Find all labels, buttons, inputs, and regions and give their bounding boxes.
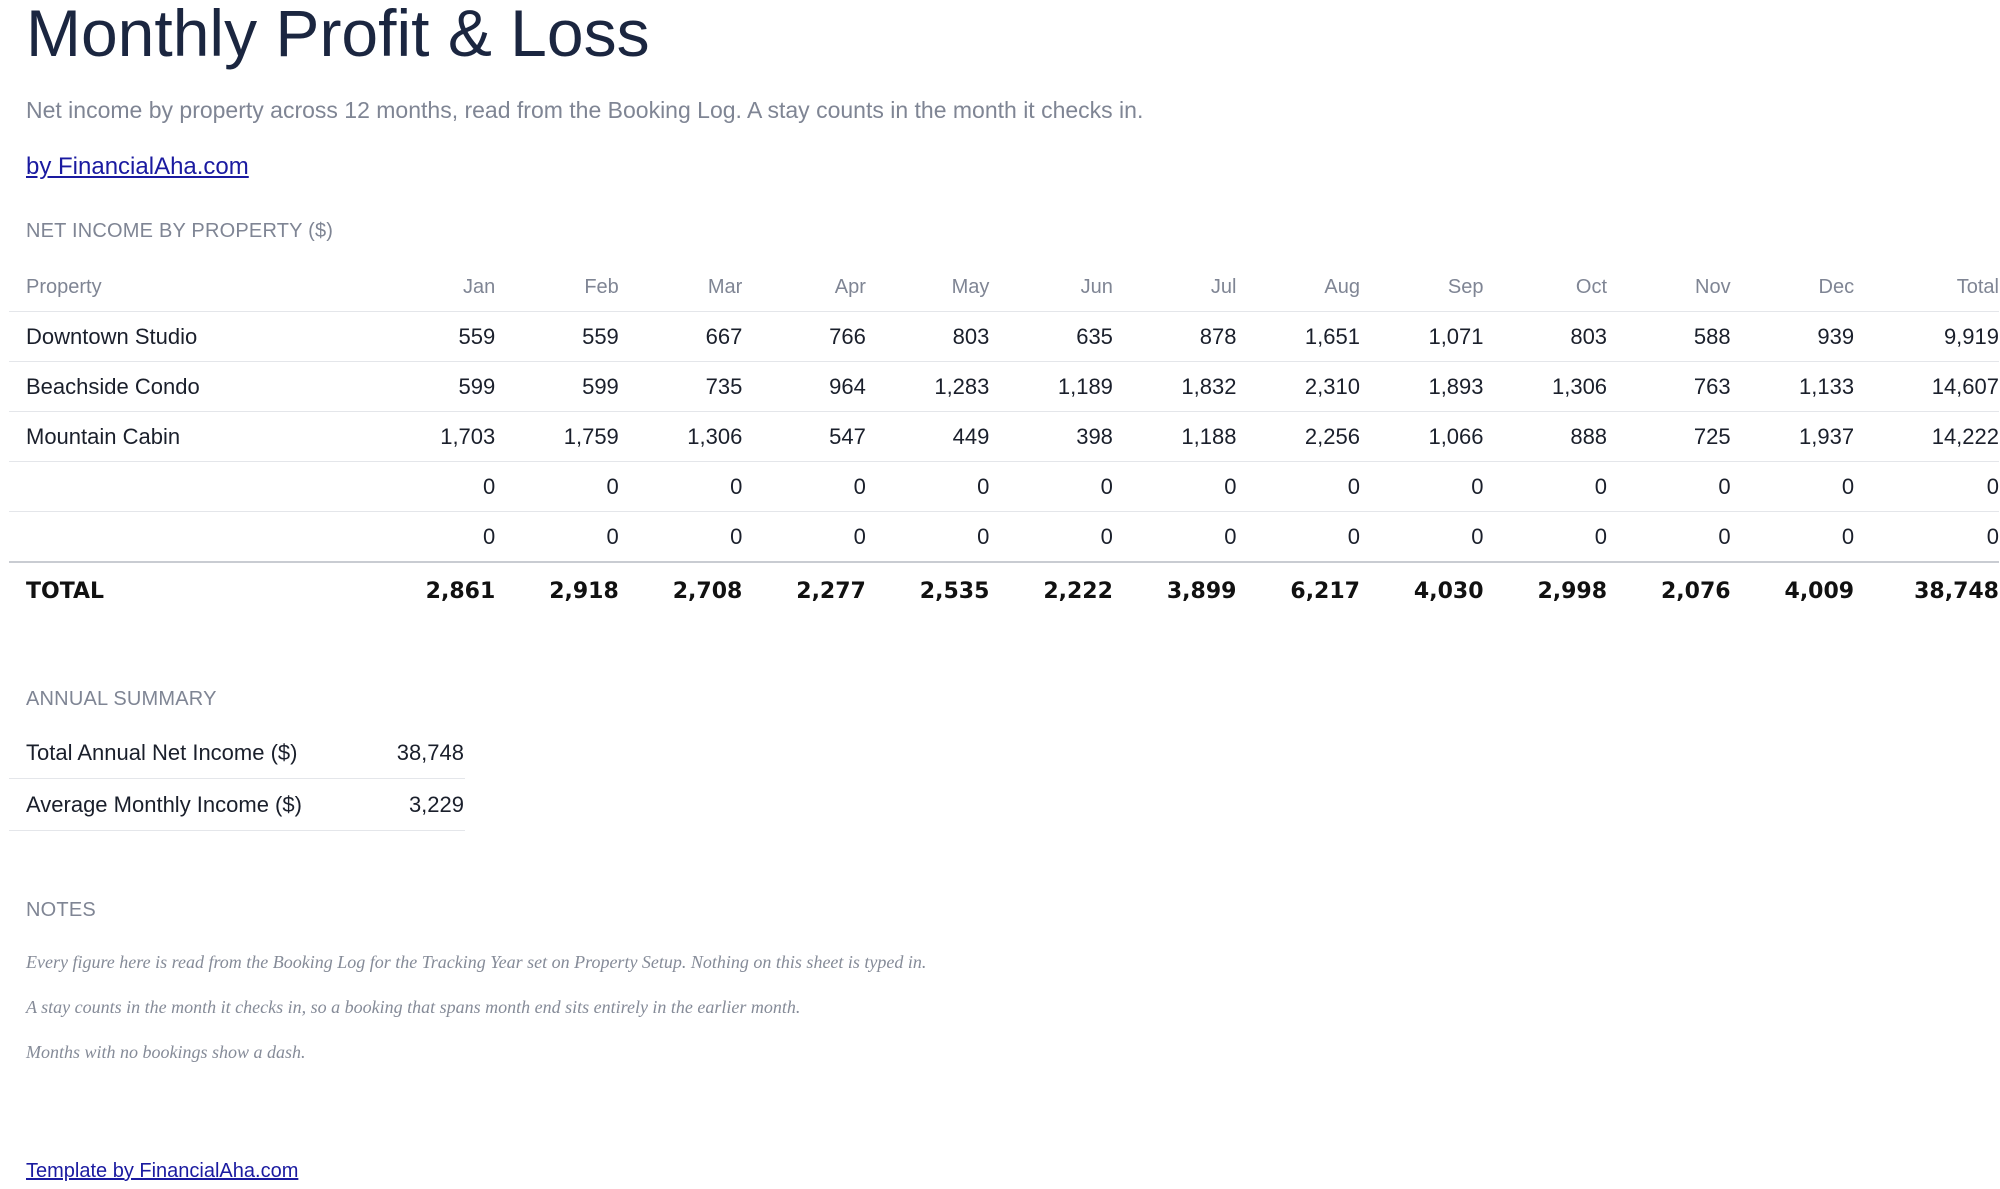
net-income-table [9,263,1999,620]
month-value-cell: 0 [495,512,619,563]
month-value-cell: 0 [1607,512,1731,563]
footer-link[interactable]: Template by FinancialAha.com [26,1160,299,1182]
column-header: Jun [989,263,1113,312]
row-total-cell: 14,222 [1854,412,1999,462]
total-value-cell: 2,918 [495,562,619,620]
month-value-cell: 1,937 [1731,412,1855,462]
month-value-cell: 2,256 [1236,412,1360,462]
month-value-cell: 0 [866,512,990,563]
month-value-cell: 667 [619,312,743,362]
annual-summary-table [9,727,465,831]
summary-value: 3,229 [343,779,465,831]
month-value-cell: 1,703 [372,412,496,462]
total-value-cell: 6,217 [1236,562,1360,620]
month-value-cell: 0 [989,462,1113,512]
total-value-cell: 2,222 [989,562,1113,620]
total-value-cell: 38,748 [1854,562,1999,620]
month-value-cell: 0 [742,512,866,563]
month-value-cell: 547 [742,412,866,462]
month-value-cell: 964 [742,362,866,412]
month-value-cell: 1,188 [1113,412,1237,462]
row-total-cell: 0 [1854,462,1999,512]
month-value-cell: 0 [866,462,990,512]
month-value-cell: 0 [1484,462,1608,512]
month-value-cell: 0 [1360,462,1484,512]
total-value-cell: 2,076 [1607,562,1731,620]
month-value-cell: 0 [372,462,496,512]
column-header: Nov [1607,263,1731,312]
month-value-cell: 0 [742,462,866,512]
pl-section-label: NET INCOME BY PROPERTY ($) [26,220,334,242]
month-value-cell: 0 [1360,512,1484,563]
month-value-cell: 0 [1731,462,1855,512]
byline-link[interactable]: by FinancialAha.com [26,153,249,180]
column-header: Total [1854,263,1999,312]
month-value-cell: 0 [619,512,743,563]
total-value-cell: 3,899 [1113,562,1237,620]
month-value-cell: 803 [866,312,990,362]
total-value-cell: 2,861 [372,562,496,620]
month-value-cell: 0 [1731,512,1855,563]
column-header: Apr [742,263,866,312]
table-row [9,512,1999,563]
column-header: Aug [1236,263,1360,312]
property-name: Downtown Studio [9,312,372,362]
total-value-cell: 2,998 [1484,562,1608,620]
property-name [9,462,372,512]
table-row [9,362,1999,412]
month-value-cell: 1,306 [619,412,743,462]
total-value-cell: 4,009 [1731,562,1855,620]
column-header: Mar [619,263,743,312]
column-header: Feb [495,263,619,312]
notes-section-label: NOTES [26,899,96,921]
month-value-cell: 0 [1113,462,1237,512]
month-value-cell: 1,189 [989,362,1113,412]
month-value-cell: 878 [1113,312,1237,362]
page-subtitle: Net income by property across 12 months, read from the Booking Log. A stay counts in the month it checks in. [26,97,1144,123]
month-value-cell: 635 [989,312,1113,362]
month-value-cell: 888 [1484,412,1608,462]
summary-section-label: ANNUAL SUMMARY [26,688,217,710]
column-header: Sep [1360,263,1484,312]
summary-row [9,779,465,831]
month-value-cell: 735 [619,362,743,412]
column-header: Dec [1731,263,1855,312]
column-header: May [866,263,990,312]
table-row [9,412,1999,462]
month-value-cell: 766 [742,312,866,362]
column-header: Jan [372,263,496,312]
month-value-cell: 0 [372,512,496,563]
table-header-row [9,263,1999,312]
month-value-cell: 0 [495,462,619,512]
month-value-cell: 449 [866,412,990,462]
total-value-cell: 2,708 [619,562,743,620]
property-name: Mountain Cabin [9,412,372,462]
month-value-cell: 725 [1607,412,1731,462]
column-header: Oct [1484,263,1608,312]
month-value-cell: 0 [1236,512,1360,563]
note-item: A stay counts in the month it checks in, so a booking that spans month end sits entirely in the earlier month. [26,997,801,1017]
month-value-cell: 1,283 [866,362,990,412]
month-value-cell: 599 [372,362,496,412]
total-value-cell: 2,535 [866,562,990,620]
property-name: Beachside Condo [9,362,372,412]
month-value-cell: 939 [1731,312,1855,362]
month-value-cell: 599 [495,362,619,412]
note-item: Months with no bookings show a dash. [26,1042,306,1062]
total-value-cell: 4,030 [1360,562,1484,620]
total-row [9,562,1999,620]
month-value-cell: 1,893 [1360,362,1484,412]
summary-value: 38,748 [343,727,465,779]
summary-label: Total Annual Net Income ($) [9,727,343,779]
month-value-cell: 0 [1607,462,1731,512]
month-value-cell: 1,306 [1484,362,1608,412]
month-value-cell: 1,651 [1236,312,1360,362]
month-value-cell: 803 [1484,312,1608,362]
month-value-cell: 0 [1236,462,1360,512]
table-row [9,312,1999,362]
summary-row [9,727,465,779]
row-total-cell: 0 [1854,512,1999,563]
month-value-cell: 1,071 [1360,312,1484,362]
month-value-cell: 0 [619,462,743,512]
month-value-cell: 559 [372,312,496,362]
month-value-cell: 398 [989,412,1113,462]
note-item: Every figure here is read from the Booking Log for the Tracking Year set on Property Setup. Nothing on this sheet is typed in. [26,952,927,972]
row-total-cell: 9,919 [1854,312,1999,362]
month-value-cell: 559 [495,312,619,362]
page-title: Monthly Profit & Loss [26,0,650,70]
column-header: Jul [1113,263,1237,312]
month-value-cell: 1,759 [495,412,619,462]
month-value-cell: 2,310 [1236,362,1360,412]
month-value-cell: 1,133 [1731,362,1855,412]
column-header: Property [9,263,372,312]
month-value-cell: 0 [989,512,1113,563]
month-value-cell: 0 [1484,512,1608,563]
total-value-cell: 2,277 [742,562,866,620]
month-value-cell: 0 [1113,512,1237,563]
month-value-cell: 1,832 [1113,362,1237,412]
month-value-cell: 1,066 [1360,412,1484,462]
month-value-cell: 763 [1607,362,1731,412]
month-value-cell: 588 [1607,312,1731,362]
total-label: TOTAL [9,562,372,620]
property-name [9,512,372,563]
row-total-cell: 14,607 [1854,362,1999,412]
summary-label: Average Monthly Income ($) [9,779,343,831]
table-row [9,462,1999,512]
